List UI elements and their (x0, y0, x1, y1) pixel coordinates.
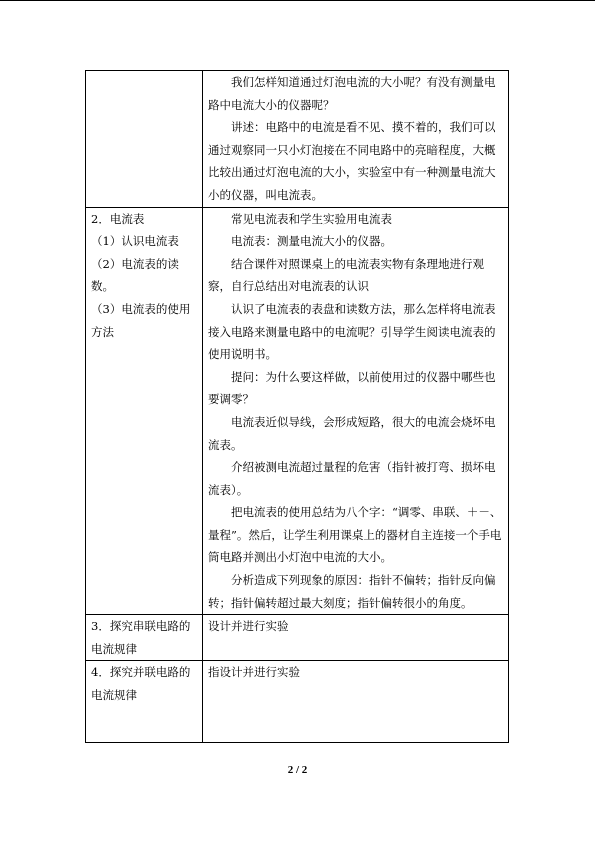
topic-item: （3）电流表的使用方法 (91, 301, 191, 339)
paragraph: 介绍被测电流超过量程的危害（指针被打弯、损坏电流表）。 (208, 460, 496, 497)
paragraph: 设计并进行实验 (208, 619, 289, 634)
paragraph: 提问：为什么要这样做，以前使用过的仪器中哪些也要调零？ (208, 369, 496, 407)
activity-cell (203, 661, 509, 743)
paragraph: 结合课件对照课桌上的电流表实物有条理地进行观察，自行总结出对电流表的认识 (208, 256, 484, 294)
topic-item: （2）电流表的读数。 (91, 256, 179, 294)
top-rule (0, 0, 595, 1)
lesson-plan-table (85, 70, 509, 743)
topic-item: （1）认识电流表 (91, 234, 179, 249)
activity-cell (203, 615, 509, 661)
paragraph: 常见电流表和学生实验用电流表 (231, 211, 392, 226)
table-row (86, 71, 509, 208)
topic-heading: 2．电流表 (91, 211, 145, 226)
paragraph: 指设计并进行实验 (208, 665, 300, 680)
paragraph: 认识了电流表的表盘和读数方法，那么怎样将电流表接入电路来测量电路中的电流呢？引导学生阅读电流表的使用说明书。 (208, 301, 496, 362)
topic-cell (86, 207, 203, 615)
topic-cell (86, 71, 203, 208)
paragraph: 讲述：电路中的电流是看不见、摸不着的，我们可以通过观察同一只小灯泡接在不同电路中的亮暗程度，大概比较出通过灯泡电流的大小，实验室中有一种测量电流大小的仪器，叫电流表。 (208, 120, 496, 202)
activity-cell (203, 71, 509, 208)
paragraph: 分析造成下列现象的原因：指针不偏转；指针反向偏转；指针偏转超过最大刻度；指针偏转很小的角度。 (208, 573, 496, 610)
activity-cell (203, 207, 509, 615)
table-row (86, 207, 509, 615)
paragraph: 电流表：测量电流大小的仪器。 (231, 234, 392, 249)
topic-cell (86, 661, 203, 743)
topic-heading: 4．探究并联电路的电流规律 (91, 665, 191, 703)
paragraph: 电流表近似导线，会形成短路，很大的电流会烧坏电流表。 (208, 414, 496, 452)
paragraph: 我们怎样知道通过灯泡电流的大小呢？有没有测量电路中电流大小的仪器呢？ (208, 75, 496, 112)
topic-cell (86, 615, 203, 661)
table-row (86, 661, 509, 743)
topic-heading: 3．探究串联电路的电流规律 (91, 619, 191, 656)
page-number: 2 / 2 (287, 764, 308, 776)
paragraph: 把电流表的使用总结为八个字：“调零、串联、＋－、量程”。然后，让学生利用课桌上的器材自主连接一个手电筒电路并测出小灯泡中电流的大小。 (208, 505, 502, 565)
table-row (86, 615, 509, 661)
